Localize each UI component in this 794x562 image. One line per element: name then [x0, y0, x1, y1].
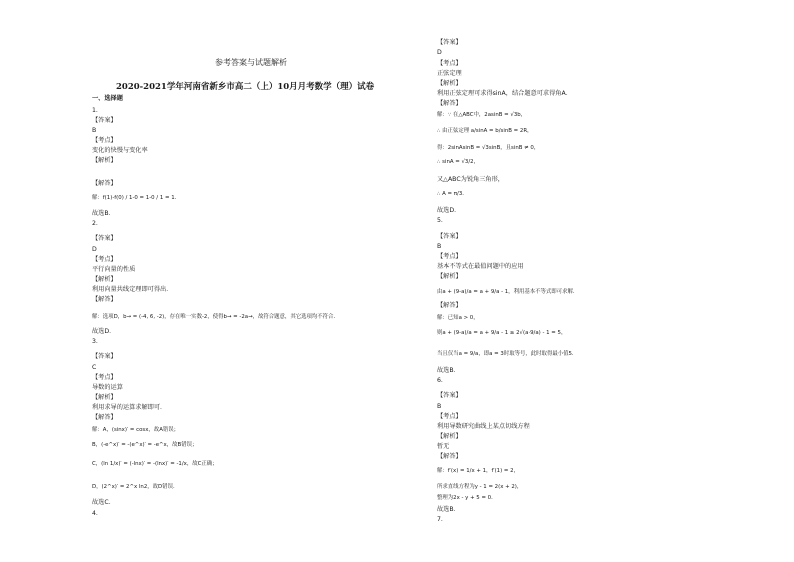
question-number: 1.: [92, 107, 98, 114]
answer-value: B: [92, 127, 97, 134]
analysis-value: 由a + (9-a)/a = a + 9/a - 1，利用基本不等式即可求解．: [437, 289, 579, 295]
solution-label: 【解答】: [92, 296, 117, 303]
analysis-label: 【解析】: [92, 276, 117, 283]
answer-label: 【答案】: [437, 39, 462, 46]
conclusion: 故选C．: [92, 499, 115, 506]
analysis-value: 利用向量共线定理即可得出．: [92, 286, 173, 293]
point-value: 平行向量的性质: [92, 266, 136, 273]
conclusion: 故选B．: [437, 367, 460, 374]
solution-label: 【解答】: [92, 414, 117, 421]
point-label: 【考点】: [437, 253, 462, 260]
question-number: 7.: [437, 516, 443, 523]
solution-line: 解：已知a > 0，: [437, 315, 479, 321]
question-number: 6.: [437, 377, 443, 384]
document-subtitle: 2020-2021学年河南省新乡市高二（上）10月月考数学（理）试卷: [116, 82, 375, 92]
conclusion: 故选B．: [437, 506, 460, 513]
solution-label: 【解答】: [437, 100, 462, 107]
analysis-value: 暂无: [437, 443, 450, 450]
point-value: 利用导数研究曲线上某点切线方程: [437, 423, 530, 430]
solution-line: 解：∵ 在△ABC中，2asinB = √3b，: [437, 112, 527, 118]
analysis-value: 利用求导的运算求解即可．: [92, 404, 167, 411]
solution-line: ∴ A = π/3．: [437, 191, 468, 197]
question-number: 5.: [437, 217, 443, 224]
answer-label: 【答案】: [437, 392, 462, 399]
solution-line: 解：A，(sinx)′ = cosx，故A错误；: [92, 427, 180, 433]
solution-line: 解：选项D，b→ = (-4, 6, -2)，存在唯一实数-2，使得b→ = -2a→，故符合题意，其它选项均不符合．: [92, 314, 339, 320]
analysis-label: 【解析】: [437, 433, 462, 440]
solution-line: ∴ sinA = √3/2，: [437, 159, 479, 165]
point-label: 【考点】: [437, 413, 462, 420]
answer-value: B: [437, 243, 442, 250]
solution-line: 解：f(1)-f(0) / 1-0 = 1-0 / 1 = 1．: [92, 195, 181, 201]
answer-value: C: [92, 364, 97, 371]
answer-label: 【答案】: [92, 353, 117, 360]
right-column: [437, 0, 737, 562]
point-value: 基本不等式在最值问题中的应用: [437, 263, 524, 270]
point-label: 【考点】: [92, 374, 117, 381]
solution-label: 【解答】: [437, 302, 462, 309]
conclusion: 故选D．: [92, 328, 116, 335]
analysis-value: 利用正弦定理可求得sinA，结合题意可求得角A．: [437, 90, 572, 97]
solution-line: 整理为2x - y + 5 = 0．: [437, 495, 497, 501]
point-value: 正弦定理: [437, 70, 462, 77]
answer-label: 【答案】: [437, 233, 462, 240]
solution-line: 则a + (9-a)/a = a + 9/a - 1 ≥ 2√(a·9/a) - 1 = 5，: [437, 330, 567, 336]
solution-line: C，(ln 1/x)′ = (-lnx)′ = -(lnx)′ = -1/x，故C正确；: [92, 461, 218, 467]
point-value: 导数的运算: [92, 384, 123, 391]
solution-line: ∴ 由正弦定理 a/sinA = b/sinB = 2R，: [437, 128, 533, 134]
question-number: 4.: [92, 510, 98, 517]
solution-label: 【解答】: [437, 453, 462, 460]
solution-line: 得：2sinAsinB = √3sinB，且sinB ≠ 0，: [437, 145, 540, 151]
point-label: 【考点】: [92, 256, 117, 263]
point-value: 变化的快慢与变化率: [92, 147, 148, 154]
point-label: 【考点】: [92, 137, 117, 144]
question-number: 3.: [92, 338, 98, 345]
section-heading: 一、选择题: [92, 95, 123, 102]
solution-line: 又△ABC为锐角三角形，: [437, 176, 504, 183]
left-column: [92, 0, 392, 562]
point-label: 【考点】: [437, 60, 462, 67]
solution-line: 当且仅当a = 9/a，即a = 3时取等号，此时取得最小值5．: [437, 351, 578, 357]
solution-line: 所求直线方程为y - 1 = 2(x + 2)，: [437, 484, 523, 490]
answer-label: 【答案】: [92, 235, 117, 242]
analysis-label: 【解析】: [92, 157, 117, 164]
analysis-label: 【解析】: [437, 273, 462, 280]
answer-label: 【答案】: [92, 117, 117, 124]
question-number: 2.: [92, 220, 98, 227]
conclusion: 故选D．: [437, 207, 461, 214]
answer-value: D: [437, 49, 442, 56]
answer-value: B: [437, 403, 442, 410]
analysis-label: 【解析】: [92, 394, 117, 401]
analysis-label: 【解析】: [437, 80, 462, 87]
document-title: 参考答案与试题解析: [215, 58, 287, 67]
solution-line: D，(2^x)′ = 2^x ln2，故D错误．: [92, 484, 179, 490]
conclusion: 故选B．: [92, 210, 115, 217]
solution-label: 【解答】: [92, 180, 117, 187]
answer-value: D: [92, 246, 97, 253]
solution-line: B，(-e^x)′ = -(e^x)′ = -e^x，故B错误；: [92, 442, 198, 448]
solution-line: 解：f′(x) = 1/x + 1，f′(1) = 2，: [437, 468, 519, 474]
